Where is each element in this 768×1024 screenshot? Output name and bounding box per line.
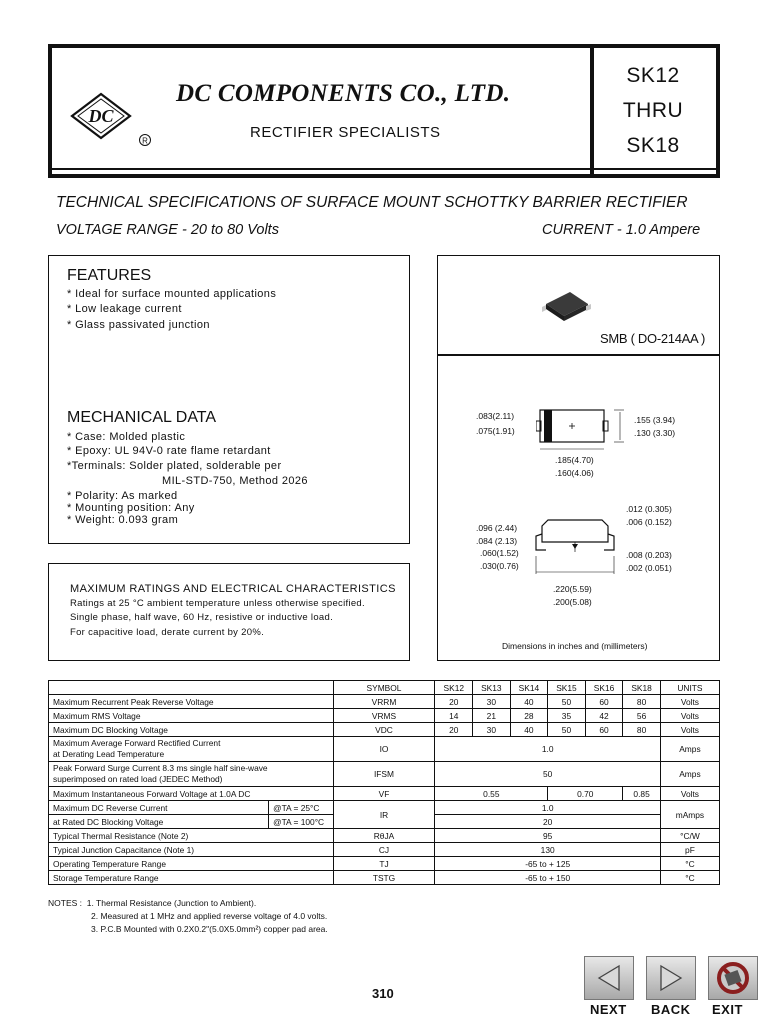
value-cell: 40 bbox=[510, 723, 548, 737]
unit-cell: pF bbox=[660, 843, 719, 857]
ratings-line: Single phase, half wave, 60 Hz, resistive or inductive load. bbox=[70, 612, 334, 623]
table-header-blank bbox=[49, 681, 334, 695]
value-cell: 35 bbox=[548, 709, 586, 723]
value-cell: 42 bbox=[585, 709, 623, 723]
condition-cell: @TA = 100°C bbox=[269, 815, 333, 829]
next-button[interactable] bbox=[584, 956, 634, 1000]
dim-label: .160(4.06) bbox=[555, 468, 594, 478]
param-label: Maximum RMS Voltage bbox=[49, 709, 334, 723]
symbol-cell: VF bbox=[333, 787, 435, 801]
unit-cell: °C bbox=[660, 871, 719, 885]
next-label[interactable]: NEXT bbox=[590, 1002, 627, 1017]
mechanical-item: * Case: Molded plastic bbox=[67, 431, 186, 443]
spec-table bbox=[48, 680, 720, 885]
logo-text: DC bbox=[88, 106, 114, 126]
table-row bbox=[49, 843, 720, 857]
param-label: Maximum DC Reverse Current bbox=[49, 801, 269, 815]
value-cell: 130 bbox=[435, 843, 660, 857]
part-thru: THRU bbox=[622, 99, 684, 122]
ratings-title: MAXIMUM RATINGS AND ELECTRICAL CHARACTERISTICS bbox=[70, 583, 396, 595]
triangle-left-icon bbox=[585, 957, 633, 999]
dim-label: .130 (3.30) bbox=[634, 428, 676, 438]
table-row bbox=[49, 695, 720, 709]
table-row bbox=[49, 787, 720, 801]
param-label: Maximum Recurrent Peak Reverse Voltage bbox=[49, 695, 334, 709]
note-item: 3. P.C.B Mounted with 0.2X0.2"(5.0X5.0mm²) copper pad area. bbox=[91, 924, 328, 934]
top-view-drawing bbox=[536, 404, 628, 456]
company-tagline: RECTIFIER SPECIALISTS bbox=[250, 124, 441, 141]
value-cell: 20 bbox=[435, 723, 473, 737]
table-row bbox=[49, 762, 720, 787]
param-label-line: superimposed on rated load (JEDEC Method) bbox=[53, 774, 223, 784]
value-cell: 0.85 bbox=[623, 787, 661, 801]
symbol-cell: IFSM bbox=[333, 762, 435, 787]
table-header: SK18 bbox=[623, 681, 661, 695]
param-label bbox=[49, 762, 334, 787]
ratings-line: Ratings at 25 °C ambient temperature unless otherwise specified. bbox=[70, 598, 365, 609]
value-cell: 40 bbox=[510, 695, 548, 709]
value-cell: 56 bbox=[623, 709, 661, 723]
symbol-cell: IR bbox=[333, 801, 435, 829]
value-cell: 21 bbox=[473, 709, 511, 723]
param-label: Operating Temperature Range bbox=[49, 857, 334, 871]
value-cell: 0.70 bbox=[548, 787, 623, 801]
part-number-end: SK18 bbox=[626, 134, 680, 157]
symbol-cell: VRRM bbox=[333, 695, 435, 709]
company-name: DC COMPONENTS CO., LTD. bbox=[176, 80, 511, 107]
dim-label: .008 (0.203) bbox=[626, 550, 672, 560]
value-cell: 80 bbox=[623, 723, 661, 737]
back-button[interactable] bbox=[646, 956, 696, 1000]
table-header: SK15 bbox=[548, 681, 586, 695]
param-label: at Rated DC Blocking Voltage bbox=[49, 815, 269, 829]
unit-cell: Volts bbox=[660, 695, 719, 709]
dim-label: .185(4.70) bbox=[555, 455, 594, 465]
mechanical-item: * Weight: 0.093 gram bbox=[67, 514, 179, 526]
table-row bbox=[49, 709, 720, 723]
feature-item: * Low leakage current bbox=[67, 303, 182, 315]
note-item: 2. Measured at 1 MHz and applied reverse voltage of 4.0 volts. bbox=[91, 911, 328, 921]
param-label bbox=[49, 737, 334, 762]
dim-label: .084 (2.13) bbox=[476, 536, 518, 546]
param-label: Storage Temperature Range bbox=[49, 871, 334, 885]
table-header: SK13 bbox=[473, 681, 511, 695]
dim-label: .155 (3.94) bbox=[634, 415, 676, 425]
value-cell: -65 to + 125 bbox=[435, 857, 660, 871]
symbol-cell: TSTG bbox=[333, 871, 435, 885]
notes-line bbox=[48, 897, 328, 910]
value-cell: 20 bbox=[435, 695, 473, 709]
value-cell: 80 bbox=[623, 695, 661, 709]
param-label-line: Maximum Average Forward Rectified Current bbox=[53, 738, 221, 748]
unit-cell: Volts bbox=[660, 787, 719, 801]
mechanical-item: MIL-STD-750, Method 2026 bbox=[162, 475, 308, 487]
table-header: UNITS bbox=[660, 681, 719, 695]
notes-block bbox=[48, 897, 328, 936]
value-cell: 30 bbox=[473, 723, 511, 737]
value-cell: 50 bbox=[548, 723, 586, 737]
part-number-start: SK12 bbox=[626, 64, 680, 87]
package-photo bbox=[540, 290, 592, 324]
symbol-cell: CJ bbox=[333, 843, 435, 857]
unit-cell: Volts bbox=[660, 723, 719, 737]
param-label-line: at Derating Lead Temperature bbox=[53, 749, 165, 759]
condition-cell: @TA = 25°C bbox=[269, 801, 333, 815]
symbol-cell: VRMS bbox=[333, 709, 435, 723]
symbol-cell: IO bbox=[333, 737, 435, 762]
value-cell: 14 bbox=[435, 709, 473, 723]
feature-item: * Glass passivated junction bbox=[67, 319, 210, 331]
dim-label: .030(0.76) bbox=[480, 561, 519, 571]
value-cell: 20 bbox=[435, 815, 660, 829]
param-label: Maximum Instantaneous Forward Voltage at 1.0A DC bbox=[49, 787, 334, 801]
company-logo bbox=[70, 90, 166, 152]
package-name: SMB ( DO-214AA ) bbox=[600, 331, 706, 346]
value-cell: 1.0 bbox=[435, 801, 660, 815]
symbol-cell: TJ bbox=[333, 857, 435, 871]
value-cell: 0.55 bbox=[435, 787, 548, 801]
param-label: Typical Thermal Resistance (Note 2) bbox=[49, 829, 334, 843]
notes-label: NOTES : bbox=[48, 898, 83, 908]
param-label-line: Peak Forward Surge Current 8.3 ms single half sine-wave bbox=[53, 763, 268, 773]
header-rule bbox=[52, 168, 716, 170]
table-header: SYMBOL bbox=[333, 681, 435, 695]
value-cell: 60 bbox=[585, 723, 623, 737]
mechanical-item: * Polarity: As marked bbox=[67, 490, 178, 502]
table-header: SK16 bbox=[585, 681, 623, 695]
table-header: SK12 bbox=[435, 681, 473, 695]
dim-label: .083(2.11) bbox=[476, 411, 515, 421]
mechanical-item: *Terminals: Solder plated, solderable per bbox=[67, 460, 282, 472]
value-cell: 50 bbox=[548, 695, 586, 709]
symbol-cell: VDC bbox=[333, 723, 435, 737]
table-row bbox=[49, 857, 720, 871]
value-cell: 28 bbox=[510, 709, 548, 723]
table-row bbox=[49, 681, 720, 695]
table-header: SK14 bbox=[510, 681, 548, 695]
dim-label: .075(1.91) bbox=[476, 426, 515, 436]
dim-label: .006 (0.152) bbox=[626, 517, 672, 527]
dim-label: .200(5.08) bbox=[553, 597, 592, 607]
table-row bbox=[49, 871, 720, 885]
mechanical-item: * Epoxy: UL 94V-0 rate flame retardant bbox=[67, 445, 271, 457]
mechanical-heading: MECHANICAL DATA bbox=[67, 409, 217, 426]
document-title: TECHNICAL SPECIFICATIONS OF SURFACE MOUNT SCHOTTKY BARRIER RECTIFIER bbox=[56, 194, 688, 211]
dim-label: .096 (2.44) bbox=[476, 523, 518, 533]
param-label: Typical Junction Capacitance (Note 1) bbox=[49, 843, 334, 857]
note-item: 1. Thermal Resistance (Junction to Ambient). bbox=[86, 898, 257, 908]
dimensions-note: Dimensions in inches and (millimeters) bbox=[502, 641, 648, 651]
dim-label: .220(5.59) bbox=[553, 584, 592, 594]
table-row bbox=[49, 723, 720, 737]
exit-button[interactable] bbox=[708, 956, 758, 1000]
dim-label: .002 (0.051) bbox=[626, 563, 672, 573]
page-number: 310 bbox=[372, 986, 394, 1001]
current-rating: CURRENT - 1.0 Ampere bbox=[542, 222, 701, 238]
triangle-right-icon bbox=[647, 957, 695, 999]
feature-item: * Ideal for surface mounted applications bbox=[67, 288, 277, 300]
value-cell: 30 bbox=[473, 695, 511, 709]
unit-cell: Amps bbox=[660, 762, 719, 787]
no-entry-icon bbox=[709, 957, 757, 999]
unit-cell: mAmps bbox=[660, 801, 719, 829]
ratings-line: For capacitive load, derate current by 20%. bbox=[70, 627, 265, 638]
unit-cell: Amps bbox=[660, 737, 719, 762]
voltage-range: VOLTAGE RANGE - 20 to 80 Volts bbox=[56, 222, 279, 238]
param-label: Maximum DC Blocking Voltage bbox=[49, 723, 334, 737]
exit-label[interactable]: EXIT bbox=[712, 1002, 743, 1017]
unit-cell: °C bbox=[660, 857, 719, 871]
table-row bbox=[49, 737, 720, 762]
dim-label: .060(1.52) bbox=[480, 548, 519, 558]
side-view-drawing bbox=[530, 512, 630, 580]
dim-label: .012 (0.305) bbox=[626, 504, 672, 514]
table-row bbox=[49, 829, 720, 843]
registered-mark: R bbox=[142, 136, 148, 146]
value-cell: 95 bbox=[435, 829, 660, 843]
unit-cell: Volts bbox=[660, 709, 719, 723]
features-heading: FEATURES bbox=[67, 267, 152, 284]
symbol-cell: RθJA bbox=[333, 829, 435, 843]
value-cell: 60 bbox=[585, 695, 623, 709]
unit-cell: °C/W bbox=[660, 829, 719, 843]
value-cell: -65 to + 150 bbox=[435, 871, 660, 885]
value-cell: 50 bbox=[435, 762, 660, 787]
mechanical-item: * Mounting position: Any bbox=[67, 502, 195, 514]
table-row bbox=[49, 801, 720, 815]
value-cell: 1.0 bbox=[435, 737, 660, 762]
package-divider bbox=[437, 354, 720, 356]
back-label[interactable]: BACK bbox=[651, 1002, 691, 1017]
